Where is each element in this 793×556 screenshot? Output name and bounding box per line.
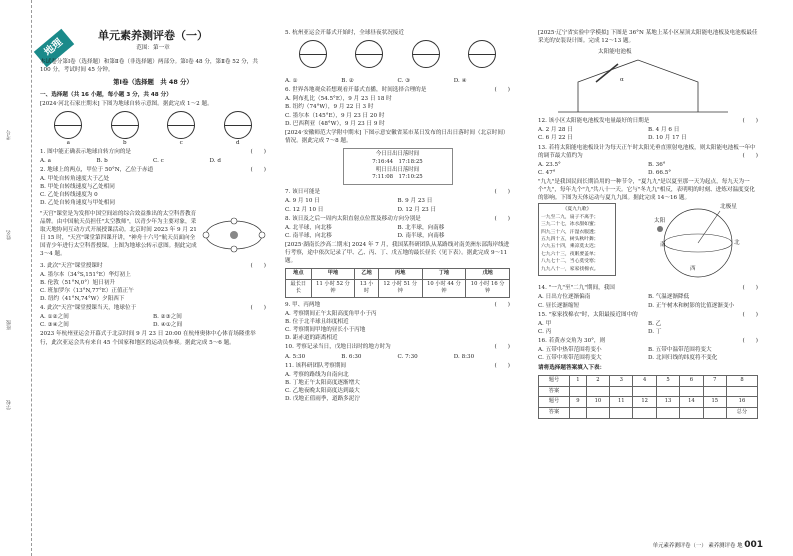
q2-options [40, 175, 266, 207]
angle-label: α [620, 77, 624, 84]
q13-option: D. 66.5° [648, 169, 672, 176]
q13-option: C. 47° [538, 169, 556, 176]
q5-text: 5. 杭州亚运会开幕式开始时，全球昼夜状况接近 [285, 30, 404, 36]
scope: 范围：第一章 [136, 44, 170, 51]
q1-option: B. b [96, 157, 108, 164]
answer-row-label: 题号 [539, 376, 570, 387]
q5-option: B. ② [341, 78, 354, 85]
page-title: 单元素养测评卷（一） [98, 29, 208, 42]
q11-text: 11. 该科研团队考察期间 [285, 362, 347, 369]
fig-label-a: a [66, 139, 70, 146]
q9-stem: [2025·湖南长沙高二期末] 2024 年 7 月，我国某科研团队从某路线对南美洲东部海岸线进行考察，途中依次记录了甲、乙、丙、丁、戊五地的最长昼长（见下表）。据此完成 9～11 题。 [285, 241, 510, 265]
poem-line: 九九八十一，家家找棉衣。 [541, 266, 599, 272]
q10-option: D. 8:30 [453, 353, 475, 360]
q7-option: A. 9 月 10 日 [285, 198, 320, 205]
globe-a [54, 111, 82, 139]
q14-options [538, 293, 758, 309]
poem-line: 六九五十四，乘凉莫太迟； [541, 244, 599, 250]
answer-cell[interactable] [569, 408, 586, 419]
answer-cell[interactable] [680, 408, 703, 419]
answer-cell[interactable] [633, 408, 656, 419]
q15-option: A. 甲 [538, 320, 552, 327]
q15-option: B. 乙 [648, 320, 662, 327]
q16-option: B. 五带中温带范围将变大 [648, 347, 712, 354]
today-times: 7:16:44 17:18:25 [372, 158, 423, 165]
answer-num: 9 [569, 397, 586, 408]
total-score-label: 总分 [726, 408, 757, 419]
q14-option: C. 昼长逐渐缩短 [538, 302, 580, 309]
column-1: 单元素养测评卷（一） 范围：第一章 本试卷分第Ⅰ卷（选择题）和第Ⅱ卷（非选择题）两部分。第Ⅰ卷 48 分，第Ⅱ卷 52 分，共 100 分，考试时间 45 分钟。 第Ⅰ卷（选择题 共 48 分） 一、选择题（共 16 小题，每小题 3 分，共 48 分） [2024·河北石家庄期末] 下图为地球自转示意图。据此完成 1～2 题。 a b c d 1. 图中能正确表示地球自转方向的是 ( ) A. a B. b C. c D. d 2. 地球上的两点，甲位于 50°N，乙位于赤道 ( ) A. 甲处自转角速度大于乙处 B. 甲处自转线速度与乙处相同 C. 乙处自转线速度为 0 D. 乙处自转角速度与甲处相同 "天宫"课堂是为发挥中国空间站的综合效益推出的太空科普教育品牌。由中国航天员担任"太空教师"，以青少年为主要对象，采取天地协同互动方式开展授课活动。北京时间 2023 年 9 月 21 日 15 时，"天宫"课堂第四课开讲，"神舟十六号"航天员面向全国青少年进行太空科普授课。上图为地球公转示意图。据此完成 3～4 题。 3. 此次"天宫"课堂授课时 ( ) A. 墨尔本（34°S,151°E）华灯初上 B. 伦敦（51°N,0°）旭日初升 C. 班加罗尔（13°N,77°E）正值正午 D. 纽约（41°N,74°W）夕阳西下 4. 此次"天宫"课堂授课当天，地球位于 ( ) A. ①②之间 B. ②③之间 C. ③④之间 D. ④①之间 2023 年杭州亚运会开幕式于北京时间 9 月 23 日 20:00 在杭州奥体中心体育场隆重举行，此次亚运会共有来自 45 个国家和地区的运动员参赛。据此完成 5～6 题。 [40, 29, 266, 346]
answer-cell[interactable] [656, 408, 679, 419]
table-cell: 最长日长 [286, 279, 312, 297]
q7-stem: [2024·安徽师范大学附中期末] 下图示意安徽省某市某日发布的日出日落时间（北京时间）情况。据此完成 7～8 题。 [285, 129, 509, 144]
page-number: 001 [744, 539, 763, 550]
table-cell: 12 小时 51 分钟 [378, 279, 422, 297]
pole-star-label: 北极星 [720, 204, 737, 211]
column-2: 5. 杭州亚运会开幕式开始时，全球昼夜状况接近 A. ① B. ② C. ③ D. ④ 6. 世界各地观众若想观看开幕式直播，时间选择合理的是 ( ) A. 阿布扎比（54.5°E），9 月 23 日 18 时 B. 纽约（74°W），9 月 22 日 3 时 C. 墨尔本（145°E），9 月 23 日 20 时 D. 巴西利亚（48°W），9 月 23 日 9 时 [2024·安徽师范大学附中期末] 下图示意安徽省某市某日发布的日出日落时间（北京时间）情况。据此完成 7～8 题。 今日日出日落时间 7:16:44 17:18:25 明日日出日落时间 7:11:08 17:10:25 7. 该日可能是 ( ) A. 9 月 10 日 B. 9 月 23 日 C. 12 月 10 日 D. 12 月 23 日 8. 该日及之后一周内太阳直射点位置及移动方向分别是 ( ) A. 北半球，向北移 B. 北半球，向南移 C. 南半球，向北移 D. 南半球，向南移 [2025·湖南长沙高二期末] 2024 年 7 月，我国某科研团队从某路线对南美洲东部海岸线进行考察，途中依次记录了甲、乙、丙、丁、戊五地的最长昼长（见下表）。据此完成 9～11 题。 地点 甲地 乙地 丙地 丁地 戊地 最长日长 11 小时 52 分钟 13 小时 12 小时 51 分钟 10 小时 44 分钟 10 小时 16 分钟 9. 甲、丙两地 ( ) A. 考察期间正午太阳高度角甲小于丙 B. 位于北半球且纬度相近 C. 考察期间甲地的昼长小于丙地 D. 距赤道的距离相近 10. 考察记录当日，戊地日出时的地方时为 ( ) A. 5:30 B. 6:30 C. 7:30 D. 8:30 11. 该科研团队考察期间 ( ) A. 考察的路线为自南向北 B. 丁地正午太阳高度逐渐增大 C. 乙地夜晚太阳高度达到最大 D. 戊地正值雨季，道路多泥泞 [285, 30, 510, 403]
answer-num: 5 [656, 376, 679, 387]
q5-options [285, 77, 510, 85]
answer-cell[interactable] [703, 386, 726, 397]
today-label: 今日日出日落时间 [375, 150, 420, 157]
table-header: 地点 [286, 269, 312, 280]
q5-stem: 2023 年杭州亚运会开幕式于北京时间 9 月 23 日 20:00 在杭州奥体中心体育场隆重举行，此次亚运会共有来自 45 个国家和地区的运动员参赛。据此完成 5～6 题。 [40, 331, 256, 346]
panel-label: 太阳能电池板 [598, 49, 632, 56]
q14-stem: "九九"是我国民间长期沿用的一种节令，"夏九九"是以夏至那一天为起点，每九天为一个"九"，每年九个"九"共八十一天。它与"冬九九"相反，表明明的时刻、进炼对温度变化的影响。下图为天体运动与夏九九图。据此完成 14～16 题。 [538, 178, 755, 202]
answer-num: 13 [656, 397, 679, 408]
q3-option: B. 伦敦（51°N,0°）旭日初升 [40, 279, 116, 286]
globe-b [111, 111, 139, 139]
q2-text: 2. 地球上的两点，甲位于 50°N，乙位于赤道 [40, 166, 154, 173]
fig-label-d: d [235, 139, 240, 146]
q5-option: D. ④ [453, 78, 467, 85]
poem-line: 七九六十三，夜眠要盖单； [541, 251, 599, 257]
q1-options [40, 157, 266, 165]
poem-line: 五九四十五，树头秋叶舞； [541, 237, 599, 242]
q7-option: D. 12 月 23 日 [397, 206, 437, 213]
globe-3 [412, 40, 440, 68]
table-header: 丁地 [422, 269, 466, 280]
table-header: 甲地 [311, 269, 355, 280]
answer-num: 15 [703, 397, 726, 408]
q4-options [40, 313, 266, 329]
q4-text: 4. 此次"天宫"课堂授课当天，地球位于 [40, 305, 137, 312]
q1-text: 1. 图中能正确表示地球自转方向的是 [40, 148, 132, 155]
rotation-figure [40, 111, 266, 145]
q4-option: D. ④①之间 [153, 322, 183, 329]
poem-title: 《夏九九歌》 [562, 207, 592, 213]
q12-options [538, 126, 758, 142]
answer-cell[interactable] [680, 386, 703, 397]
q8-text: 8. 该日及之后一周内太阳直射点位置及移动方向分别是 [285, 215, 421, 222]
q16-option: C. 五带中寒带范围将变大 [538, 355, 602, 362]
q15-option: C. 丙 [538, 328, 552, 335]
answer-label: 答案 [539, 408, 570, 419]
q12-option: A. 2 月 28 日 [538, 127, 573, 134]
answer-label: 答案 [539, 386, 570, 397]
q16-text: 16. 若黄赤交角为 30°，则 [538, 337, 606, 344]
table-header: 戊地 [466, 269, 510, 280]
north-label: 北 [734, 240, 740, 247]
q8-option: B. 北半球，向南移 [397, 224, 445, 231]
q12-text: 12. 该小区太阳能电池板发电量最好的日期是 [538, 118, 650, 125]
q8-options [285, 224, 510, 240]
q12-option: B. 4 月 6 日 [648, 127, 680, 134]
table-cell: 11 小时 52 分钟 [311, 279, 355, 297]
q2-option: A. 甲处自转角速度大于乙处 [40, 176, 110, 183]
q6-option: C. 墨尔本（145°E），9 月 23 日 20 时 [285, 112, 385, 119]
q3-options [40, 271, 266, 303]
q14-option: D. 正午树木和树影的比值逐渐变小 [648, 302, 735, 309]
name-label: 姓名 [6, 230, 12, 240]
answer-sheet-title: 请将选择题答案填入下表： [538, 365, 606, 372]
q14-option: A. 日出方位逐渐偏南 [538, 294, 591, 301]
q1-option: D. d [209, 157, 221, 164]
poem-box [538, 203, 616, 276]
q2-option: C. 乙处自转线速度为 0 [40, 192, 98, 199]
answer-cell[interactable] [656, 386, 679, 397]
answer-cell[interactable] [586, 386, 609, 397]
q10-option: C. 7:30 [397, 353, 418, 360]
q7-option: C. 12 月 10 日 [285, 206, 324, 213]
part1-heading: 第Ⅰ卷（选择题 共 48 分） [113, 78, 193, 87]
table-header: 丙地 [378, 269, 422, 280]
q11-option: D. 戊地正值雨季，道路多泥泞 [285, 396, 360, 403]
house-figure [538, 46, 758, 116]
q8-option: C. 南半球，向北移 [285, 232, 332, 239]
answer-num: 3 [610, 376, 633, 387]
globe-d [224, 111, 252, 139]
q6-options [285, 95, 510, 127]
q3-option: C. 班加罗尔（13°N,77°E）正值正午 [40, 287, 134, 294]
tomorrow-label: 明日日出日落时间 [375, 166, 420, 173]
q6-option: B. 纽约（74°W），9 月 22 日 3 时 [285, 104, 374, 111]
west-label: 西 [690, 266, 696, 273]
answer-row-label: 题号 [539, 397, 570, 408]
q14-option: B. 气温逐渐降低 [648, 294, 690, 301]
q13-option: A. 23.5° [538, 161, 561, 168]
q3-stem: "天宫"课堂是为发挥中国空间站的综合效益推出的太空科普教育品牌。由中国航天员担任"太空教师"，以青少年为主要对象，采取天地协同互动方式开展授课活动。北京时间 2023 年 9 月 21 日 15 时，"天宫"课堂第四课开讲，"神舟十六号"航天员面向全国青少年进行太空科普授课。上图为地球公转示意图。据此完成 3～4 题。 [40, 210, 197, 258]
q4-option: C. ③④之间 [40, 322, 69, 329]
sky-diagram [620, 203, 750, 283]
poem-line: 八九七十二，当心莫受寒； [541, 259, 599, 265]
answer-sheet [538, 375, 758, 418]
answer-cell[interactable] [610, 408, 633, 419]
fig-label-b: b [122, 139, 127, 146]
table-cell: 10 小时 16 分钟 [466, 279, 510, 297]
q3-option: A. 墨尔本（34°S,151°E）华灯初上 [40, 271, 131, 278]
exam-number-label: 考号 [6, 130, 12, 140]
q14-text: 14. "一九"至"二九"期间，我国 [538, 285, 615, 292]
globe-4 [468, 40, 496, 68]
q3-option: D. 纽约（41°N,74°W）夕阳西下 [40, 295, 125, 302]
binding-margin [0, 0, 32, 556]
q16-option: A. 五带中热带范围将变小 [538, 347, 602, 354]
class-label: 班级 [6, 320, 12, 330]
q2-option: D. 乙处自转角速度与甲处相同 [40, 200, 115, 207]
answer-num: 10 [586, 397, 609, 408]
poem-line: 四九三十六，汗湿衣服透； [541, 229, 599, 235]
answer-num: 12 [633, 397, 656, 408]
q10-option: B. 6:30 [341, 353, 362, 360]
q9-text: 9. 甲、丙两地 [285, 301, 321, 308]
q4-option: A. ①②之间 [40, 314, 69, 321]
q9-option: C. 考察期间甲地的昼长小于丙地 [285, 327, 366, 334]
q9-option: D. 距赤道的距离相近 [285, 335, 338, 342]
section-heading: 一、选择题（共 16 小题，每小题 3 分，共 48 分） [40, 91, 172, 98]
q13-options [538, 161, 758, 177]
day-night-figure [285, 40, 510, 74]
q2-option: B. 甲处自转线速度与乙处相同 [40, 184, 115, 191]
q10-text: 10. 考察记录当日，戊地日出时的地方时为 [285, 344, 391, 351]
answer-cell[interactable] [610, 386, 633, 397]
daylength-table [285, 268, 510, 298]
q11-options [285, 371, 510, 403]
q1-option: C. c [153, 157, 164, 164]
q10-options [285, 353, 510, 361]
q13-option: B. 36° [648, 161, 666, 168]
q9-option: B. 位于北半球且纬度相近 [285, 319, 349, 326]
q12-stem: [2025·辽宁省实验中学模拟] 下图是 36°N 某地上某小区屋顶太阳能电池板及电池板最佳采光的安装设计图。完成 12～13 题。 [538, 30, 758, 45]
globe-c [167, 111, 195, 139]
column-3: [2025·辽宁省实验中学模拟] 下图是 36°N 某地上某小区屋顶太阳能电池板及电池板最佳采光的安装设计图。完成 12～13 题。 太阳能电池板 α 12. 该小区太阳能电池板发电量最好的日期是 ( ) A. 2 月 28 日 B. 4 月 6 日 C. 6 月 22 日 D. 10 月 17 日 13. 若将太阳能电池板设计为每天正午时太阳光垂直照射电池板，则太阳能电池板一年中的调节最大值约为 ( ) A. 23.5° B. 36° C. 47° D. 66.5° "九九"是我国民间长期沿用的一种节令，"夏九九"是以夏至那一天为起点，每九天为一个"九"，每年九个"九"共八十一天。它与"冬九九"相反，表明明的时刻、进炼对温度变化的影响。下图为天体运动与夏九九图。据此完成 14～16 题。 《夏九九歌》 一九至二九，扇子不离手； 三九二十七，冰水甜如蜜； 四九三十六，汗湿衣服透； 五九四十五，树头秋叶舞； 六九五十四，乘凉莫太迟； 七九六十三，夜眠要盖单； 八九七十二，当心莫受寒； 九九八十一，家家找棉衣。 北极星 太阳 北 西 南 14. "一九"至"二九"期间，我国 ( ) A. 日出方位逐渐偏南 B. 气温逐渐降低 C. 昼长逐渐缩短 D. 正午树木和树影的比值逐渐变小 15. "家家找棉衣"时，太阳最接近图中的 ( ) A. 甲 B. 乙 C. 丙 D. 丁 16. 若黄赤交角为 30°，则 ( ) A. 五带中热带范围将变小 B. 五带中温带范围将变大 C. 五带中寒带范围将变大 D. 北回归线的纬度将不变化 请将选择题答案填入下表： 题号 1 2 3 4 5 6 7 8 答案 题号 9 10 11 12 13 14 15 16 答案 总分 [538, 28, 758, 422]
q11-option: B. 丁地正午太阳高度逐渐增大 [285, 379, 360, 386]
q5-option: A. ① [285, 78, 298, 85]
q8-option: D. 南半球，向南移 [397, 232, 445, 239]
tomorrow-times: 7:11:08 17:10:25 [372, 174, 423, 181]
sunrise-sunset-box [343, 148, 453, 185]
table-header: 乙地 [355, 269, 379, 280]
answer-cell[interactable] [586, 408, 609, 419]
q8-option: A. 北半球，向北移 [285, 224, 332, 231]
q7-options [285, 197, 510, 213]
q7-text: 7. 该日可能是 [285, 189, 321, 196]
fig-label-c: c [179, 139, 183, 146]
q5-option: C. ③ [397, 78, 411, 85]
q9-options [285, 310, 510, 342]
answer-num: 4 [633, 376, 656, 387]
q7-option: B. 9 月 23 日 [397, 198, 433, 205]
q9-option: A. 考察期间正午太阳高度角甲小于丙 [285, 310, 377, 317]
answer-num: 6 [680, 376, 703, 387]
answer-num: 11 [610, 397, 633, 408]
jiujiu-figure [538, 203, 758, 283]
q6-text: 6. 世界各地观众若想观看开幕式直播，时间选择合理的是 [285, 87, 427, 94]
answer-num: 1 [569, 376, 586, 387]
globe-2 [355, 40, 383, 68]
answer-cell[interactable] [726, 386, 757, 397]
q16-option: D. 北回归线的纬度将不变化 [648, 355, 718, 362]
answer-num: 16 [726, 397, 757, 408]
answer-cell[interactable] [703, 408, 726, 419]
q11-option: A. 考察的路线为自南向北 [285, 371, 349, 378]
answer-num: 2 [586, 376, 609, 387]
answer-num: 7 [703, 376, 726, 387]
page-footer [653, 539, 763, 552]
q12-option: D. 10 月 17 日 [648, 135, 687, 142]
q16-options [538, 346, 758, 362]
answer-num: 14 [680, 397, 703, 408]
poem-line: 三九二十七，冰水甜如蜜； [541, 222, 599, 228]
q6-option: A. 阿布扎比（54.5°E），9 月 23 日 18 时 [285, 96, 392, 103]
table-cell: 13 小时 [355, 279, 379, 297]
q3-text: 3. 此次"天宫"课堂授课时 [40, 262, 103, 269]
answer-cell[interactable] [633, 386, 656, 397]
q11-option: C. 乙地夜晚太阳高度达到最大 [285, 387, 360, 394]
sun-label: 太阳 [654, 218, 666, 225]
q15-text: 15. "家家找棉衣"时，太阳最接近图中的 [538, 311, 638, 318]
poem-line: 一九至二九，扇子不离手； [541, 214, 599, 220]
q1-option: A. a [40, 157, 51, 164]
instructions: 本试卷分第Ⅰ卷（选择题）和第Ⅱ卷（非选择题）两部分。第Ⅰ卷 48 分，第Ⅱ卷 52 分，共 100 分，考试时间 45 分钟。 [40, 59, 258, 74]
subject-tag: 地理 [34, 29, 74, 67]
footer-series: 素养测评卷 [708, 542, 736, 549]
q12-option: C. 6 月 22 日 [538, 135, 573, 142]
school-label: 学校 [6, 400, 12, 410]
q15-options [538, 320, 758, 336]
q13-text: 13. 若将太阳能电池板设计为每天正午时太阳光垂直照射电池板，则太阳能电池板一年中的调节最大值约为 [538, 144, 756, 159]
q6-option: D. 巴西利亚（48°W），9 月 23 日 9 时 [285, 120, 385, 127]
footer-subject: 地 [737, 542, 743, 549]
q10-option: A. 5:30 [285, 353, 306, 360]
q4-option: B. ②③之间 [153, 314, 182, 321]
table-cell: 10 小时 44 分钟 [422, 279, 466, 297]
footer-title: 单元素养测评卷（一） [652, 542, 707, 549]
orbit-figure [202, 210, 266, 260]
q15-option: D. 丁 [648, 328, 662, 335]
globe-1 [299, 40, 327, 68]
answer-num: 8 [726, 376, 757, 387]
south-label: 南 [660, 242, 666, 249]
answer-cell[interactable] [569, 386, 586, 397]
q1-stem: [2024·河北石家庄期末] 下图为地球自转示意图。据此完成 1～2 题。 [40, 100, 213, 107]
